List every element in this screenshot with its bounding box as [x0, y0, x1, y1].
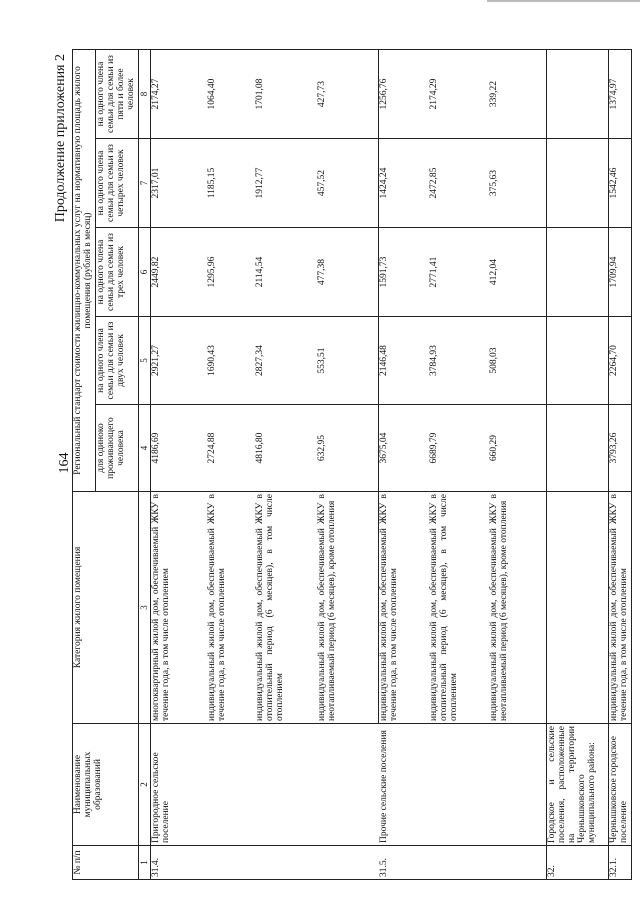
- tariff-table: [72, 49, 632, 880]
- value-cell: 508,03: [489, 317, 547, 405]
- header-row: [73, 49, 96, 879]
- value-cell: [547, 317, 609, 405]
- column-number: 6: [138, 228, 150, 317]
- row-municipality: Пригородное сельское поселение: [151, 724, 379, 846]
- value-cell: 412,04: [489, 228, 547, 317]
- column-number: 7: [138, 139, 150, 228]
- rotated-content: [53, 50, 630, 880]
- value-cell: 427,73: [317, 49, 379, 138]
- value-cell: 1542,46: [609, 139, 632, 228]
- value-cell: 2449,82: [151, 228, 207, 317]
- value-cell: 1912,77: [255, 139, 317, 228]
- value-cell: 1709,94: [609, 228, 632, 317]
- row-category: индивидуальный жилой дом, обеспечиваемый ЖКУ в отопительный период (6 месяцев), в том числе отоплением: [429, 492, 489, 724]
- table-row: [547, 49, 609, 879]
- value-cell: 375,63: [489, 139, 547, 228]
- value-cell: 339,22: [489, 49, 547, 138]
- row-municipality: Прочие сельские поселения: [379, 724, 547, 846]
- value-cell: 3675,04: [379, 405, 429, 492]
- value-cell: 1064,40: [207, 49, 255, 138]
- value-cell: [547, 405, 609, 492]
- row-category: многоквартирный жилой дом, обеспечиваемый ЖКУ в течение года, в том числе отоплением: [151, 492, 207, 724]
- value-cell: 1256,76: [379, 49, 429, 138]
- header-sub: на одного члена семьи для семьи из двух человек: [95, 317, 138, 405]
- row-category: индивидуальный жилой дом, обеспечиваемый ЖКУ в неотапливаемый период (6 месяцев), кроме отопления: [489, 492, 547, 724]
- value-cell: 553,51: [317, 317, 379, 405]
- value-cell: 1690,43: [207, 317, 255, 405]
- column-number: 5: [138, 317, 150, 405]
- column-numbers-row: [138, 49, 150, 879]
- value-cell: 660,29: [489, 405, 547, 492]
- table-row: [151, 49, 207, 879]
- row-category: индивидуальный жилой дом, обеспечиваемый ЖКУ в отопительный период (6 месяцев), в том числе отоплением: [255, 492, 317, 724]
- value-cell: 2146,48: [379, 317, 429, 405]
- header-municipality: Наименование муниципальных образований: [73, 724, 139, 846]
- row-number: 32.1.: [609, 846, 632, 880]
- value-cell: 4816,80: [255, 405, 317, 492]
- row-municipality: Городское и сельские поселения, расположенные на территории Чернышковского муниципального района:: [547, 724, 609, 846]
- value-cell: 1374,97: [609, 49, 632, 138]
- row-category: [547, 492, 609, 724]
- table-row: [379, 49, 429, 879]
- value-cell: 2472,85: [429, 139, 489, 228]
- value-cell: 2771,41: [429, 228, 489, 317]
- value-cell: 1185,15: [207, 139, 255, 228]
- row-category: индивидуальный жилой дом, обеспечиваемый ЖКУ в неотапливаемый период (6 месяцев), кроме отопления: [317, 492, 379, 724]
- value-cell: 1701,08: [255, 49, 317, 138]
- header-number: № п/п: [73, 846, 139, 880]
- column-number: 2: [138, 724, 150, 846]
- value-cell: 2174,27: [151, 49, 207, 138]
- column-number: 8: [138, 49, 150, 138]
- value-cell: 1591,73: [379, 228, 429, 317]
- value-cell: 1295,96: [207, 228, 255, 317]
- value-cell: 3793,26: [609, 405, 632, 492]
- row-number: 31.4.: [151, 846, 379, 880]
- value-cell: 2264,70: [609, 317, 632, 405]
- top-edge-line: [487, 0, 640, 2]
- row-category: индивидуальный жилой дом, обеспечиваемый ЖКУ в течение года, в том числе отоплением: [609, 492, 632, 724]
- value-cell: 2114,54: [255, 228, 317, 317]
- value-cell: 477,38: [317, 228, 379, 317]
- value-cell: 2317,01: [151, 139, 207, 228]
- row-category: индивидуальный жилой дом, обеспечиваемый ЖКУ в течение года, в том числе отоплением: [207, 492, 255, 724]
- header-sub: для одиноко проживающего человека: [95, 405, 138, 492]
- value-cell: 2921,27: [151, 317, 207, 405]
- value-cell: 2827,34: [255, 317, 317, 405]
- value-cell: [547, 228, 609, 317]
- header-standard: Региональный стандарт стоимости жилищно-коммунальных услуг на нормативную площадь жилого помещения (рублей в месяц): [73, 49, 96, 491]
- table-row: [609, 49, 632, 879]
- value-cell: 4186,69: [151, 405, 207, 492]
- row-municipality: Чернышковское городское поселение: [609, 724, 632, 846]
- header-sub: на одного члена семьи для семьи из четырех человек: [95, 139, 138, 228]
- value-cell: 6689,79: [429, 405, 489, 492]
- value-cell: 2724,88: [207, 405, 255, 492]
- value-cell: 2174,29: [429, 49, 489, 138]
- header-sub: на одного члена семьи для семьи из пяти и более человек: [95, 49, 138, 138]
- row-number: 32.: [547, 846, 609, 880]
- value-cell: [547, 49, 609, 138]
- header-sub: на одного члена семьи для семьи из трех человек: [95, 228, 138, 317]
- column-number: 1: [138, 846, 150, 880]
- value-cell: 632,95: [317, 405, 379, 492]
- column-number: 3: [138, 492, 150, 724]
- row-category: индивидуальный жилой дом, обеспечиваемый ЖКУ в течение года, в том числе отоплением: [379, 492, 429, 724]
- row-number: 31.5.: [379, 846, 547, 880]
- column-number: 4: [138, 405, 150, 492]
- page-number: 164: [57, 452, 72, 474]
- header-category: Категория жилого помещения: [73, 492, 139, 724]
- value-cell: [547, 139, 609, 228]
- value-cell: 3784,93: [429, 317, 489, 405]
- value-cell: 457,52: [317, 139, 379, 228]
- appendix-heading: Продолжение приложения 2: [53, 54, 68, 223]
- value-cell: 1424,24: [379, 139, 429, 228]
